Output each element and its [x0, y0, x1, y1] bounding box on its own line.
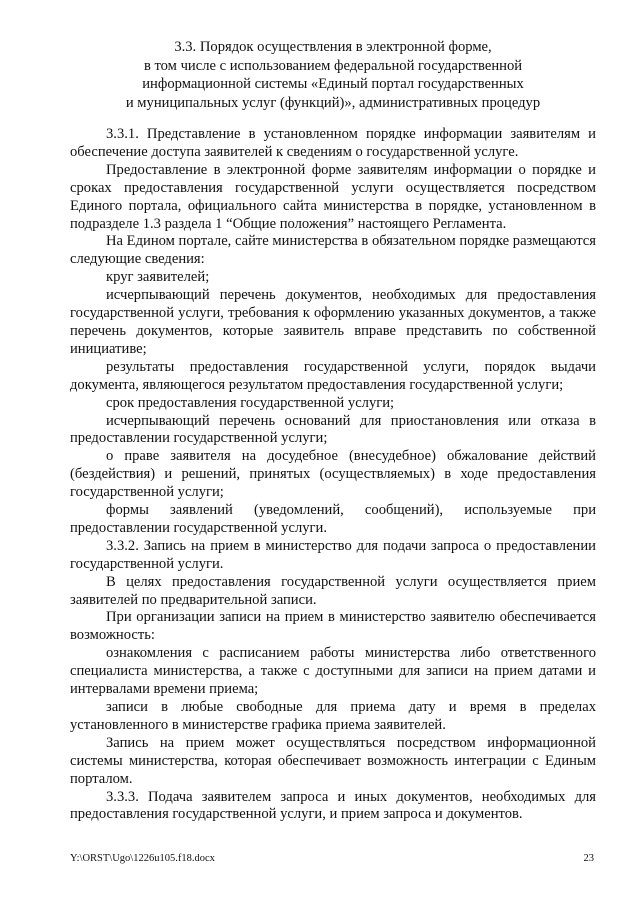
paragraph: 3.3.3. Подача заявителем запроса и иных документов, необходимых для предоставления государственной услуги, и прием запроса и документов. — [70, 788, 596, 823]
list-item: формы заявлений (уведомлений, сообщений), используемые при предоставлении государственной услуги. — [70, 502, 596, 536]
list-item: записи в любые свободные для приема дату и время в пределах установленного в министерстве графика приема заявителей. — [70, 699, 596, 733]
list-item: исчерпывающий перечень оснований для приостановления или отказа в предоставлении государственной услуги; — [70, 412, 596, 447]
paragraph: В целях предоставления государственной услуги осуществляется прием заявителей по предварительной записи. — [70, 573, 596, 608]
paragraph: Предоставление в электронной форме заявителям информации о порядке и сроках предоставления государственной услуги осуществляется посредством Единого портала, официального сайта министерства в порядке, установленном в подразделе 1.3 раздела 1 “Общие положения” настоящего Регламента. — [70, 161, 596, 232]
heading-line: информационной системы «Единый портал государственных — [142, 76, 524, 92]
heading-line: 3.3. Порядок осуществления в электронной форме, — [174, 39, 492, 55]
list-item: о праве заявителя на досудебное (внесудебное) обжалование действий (бездействия) и решений, принятых (осуществляемых) в ходе предоставления государственной услуги; — [70, 448, 596, 501]
section-heading — [70, 38, 596, 112]
paragraph: На Едином портале, сайте министерства в обязательном порядке размещаются следующие сведения: — [70, 233, 596, 268]
heading-line: и муниципальных услуг (функций)», административных процедур — [125, 94, 541, 111]
heading-line: в том числе с использованием федеральной государственной — [143, 57, 523, 74]
paragraph: 3.3.1. Представление в установленном порядке информации заявителям и обеспечение доступа заявителей к сведениям о государственной услуге. — [70, 126, 596, 160]
document-body — [70, 126, 596, 824]
paragraph: 3.3.2. Запись на прием в министерство для подачи запроса о предоставлении государственной услуги. — [70, 537, 596, 572]
list-item: результаты предоставления государственной услуги, порядок выдачи документа, являющегося результатом предоставления государственной услуги; — [70, 358, 596, 393]
list-item: ознакомления с расписанием работы министерства либо ответственного специалиста министерства, а также с доступными для записи на прием датами и интервалами времени приема; — [70, 645, 596, 698]
list-item: исчерпывающий перечень документов, необходимых для предоставления государственной услуги, требования к оформлению указанных документов, а также перечень документов, которые заявитель вправе представить по собственной инициативе; — [70, 287, 596, 357]
list-item: срок предоставления государственной услуги; — [106, 394, 395, 411]
page-number: 23 — [583, 853, 594, 864]
paragraph: Запись на прием может осуществляться посредством информационной системы министерства, которая обеспечивает возможность интеграции с Единым порталом. — [70, 734, 596, 787]
list-item: круг заявителей; — [106, 269, 210, 286]
paragraph: При организации записи на прием в министерство заявителю обеспечивается возможность: — [70, 609, 596, 644]
footer-file-path: Y:\ORST\Ugo\1226u105.f18.docx — [70, 853, 215, 864]
